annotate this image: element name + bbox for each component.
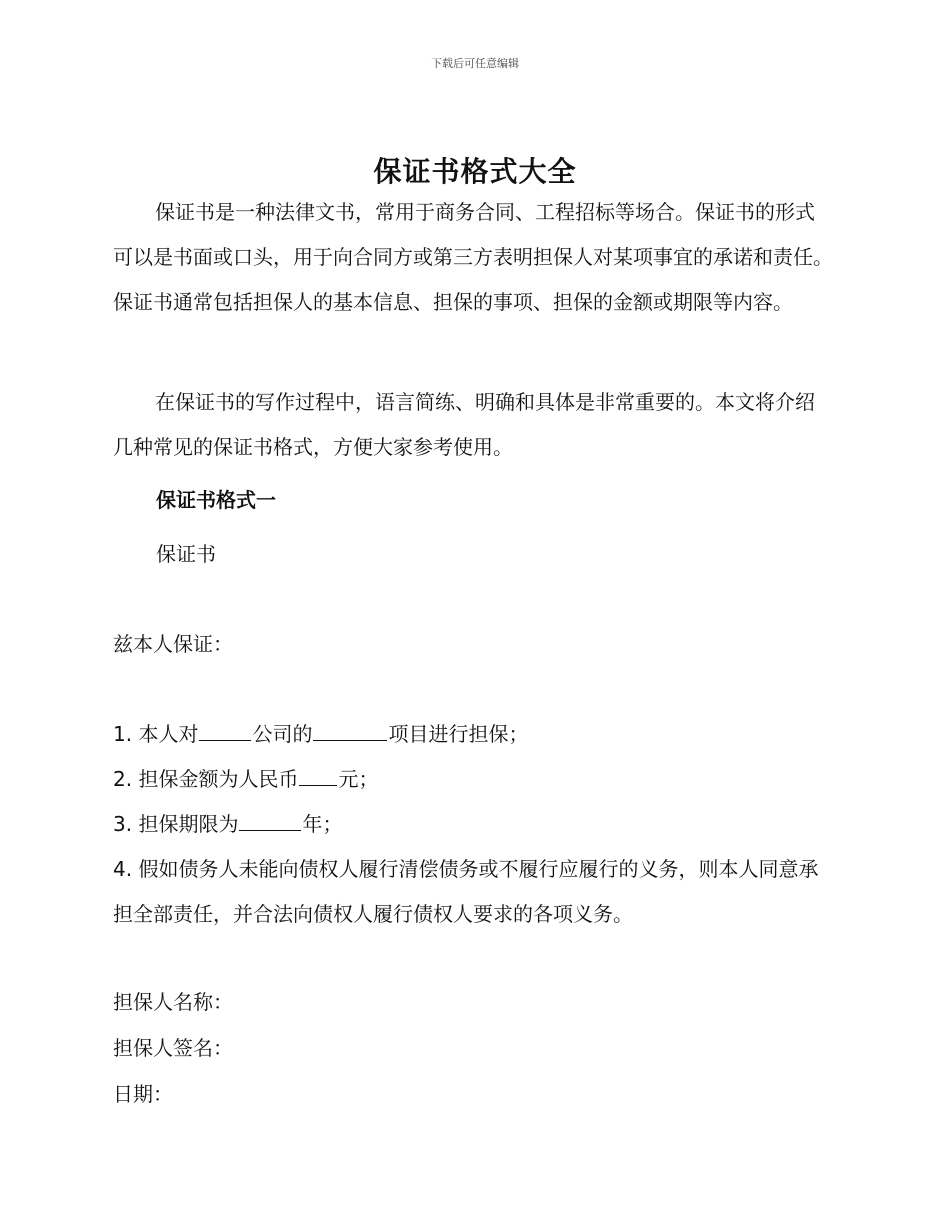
form-title: 保证书 — [156, 542, 216, 566]
item-3-suffix: 年； — [302, 812, 343, 836]
company-blank — [199, 722, 251, 741]
item-1-prefix: 1. 本人对 — [113, 722, 199, 746]
guarantor-name-label: 担保人名称： — [113, 990, 233, 1014]
form-item-1 — [113, 712, 528, 757]
purpose-paragraph: 在保证书的写作过程中，语言简练、明确和具体是非常重要的。本文将介绍几种常见的保证书格式，方便大家参考使用。 — [113, 390, 815, 459]
form-item-4: 4. 假如债务人未能向债权人履行清偿债务或不履行应履行的义务，则本人同意承担全部责任，并合法向债权人履行债权人要求的各项义务。 — [113, 857, 819, 926]
form-intro: 兹本人保证： — [113, 632, 233, 656]
item-3-prefix: 3. 担保期限为 — [113, 812, 239, 836]
item-2-suffix: 元； — [338, 767, 379, 791]
form-item-2 — [113, 757, 378, 802]
document-title: 保证书格式大全 — [373, 155, 577, 188]
guarantor-signature-label: 担保人签名： — [113, 1036, 233, 1060]
section-heading: 保证书格式一 — [156, 488, 276, 512]
item-1-middle: 公司的 — [252, 722, 313, 746]
date-label: 日期： — [113, 1082, 173, 1106]
intro-paragraph: 保证书是一种法律文书，常用于商务合同、工程招标等场合。保证书的形式可以是书面或口头，用于向合同方或第三方表明担保人对某项事宜的承诺和责任。保证书通常包括担保人的基本信息、担保的事项、担保的金额或期限等内容。 — [113, 200, 833, 314]
page-header-note: 下载后可任意编辑 — [431, 57, 519, 70]
item-1-suffix: 项目进行担保； — [388, 722, 529, 746]
project-blank — [313, 722, 387, 741]
term-blank — [239, 812, 301, 831]
form-item-3 — [113, 802, 342, 847]
amount-blank — [299, 767, 337, 786]
item-2-prefix: 2. 担保金额为人民币 — [113, 767, 299, 791]
